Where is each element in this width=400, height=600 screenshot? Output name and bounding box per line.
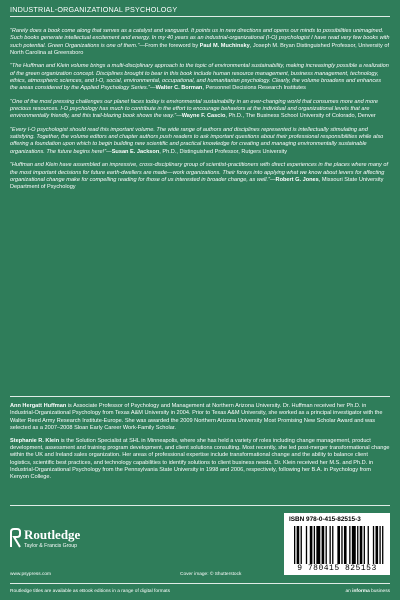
endorsement-text: “One of the most pressing challenges our planet faces today is environmental sustainability in an ever-changing world that consumes more and more precious resources. I-O psychology has much to contribute in the effort to encourage behaviors at the individual and organizational levels that are environmentally friendly, and this trail-blazing book shows the way.” bbox=[10, 98, 379, 120]
endorsement-lead: — bbox=[269, 176, 276, 183]
endorsement-text: “Every I-O psychologist should read this important volume. The wide range of authors and disciplines represented is intellectually stimulating and satisfying. Together, the volume editors and chapter authors push readers to ask important questions about their professional responsibilities while also offering a foundation upon which to begin building new scientific and practical knowledge for creating and managing environmentally sustainable organizations. The future begins here!” bbox=[10, 126, 384, 155]
endorser-name: Walter C. Borman bbox=[155, 85, 203, 92]
endorser-affiliation: , Personnel Decisions Research Institutes bbox=[202, 85, 306, 92]
bottom-divider bbox=[10, 583, 390, 584]
publisher-group: Taylor & Francis Group bbox=[24, 543, 78, 549]
endorsement-jackson bbox=[10, 127, 390, 156]
endorsement-borman bbox=[10, 63, 390, 92]
endorser-affiliation: , Joseph M. Bryan Distinguished Professor, University of North Carolina at Greensboro bbox=[10, 42, 389, 56]
routledge-logo-icon bbox=[10, 528, 21, 548]
bio-divider bbox=[10, 396, 390, 397]
bio-huffman bbox=[10, 403, 390, 432]
brand-prefix: an bbox=[345, 589, 353, 594]
endorser-affiliation: , Missouri State University Department of Psychology bbox=[10, 176, 384, 191]
cover-credit: Cover image: © Shutterstock bbox=[180, 572, 242, 577]
isbn-label: ISBN 978-0-415-82515-3 bbox=[289, 516, 361, 523]
brand-suffix: business bbox=[369, 589, 390, 594]
endorser-name: Robert G. Jones bbox=[275, 176, 319, 183]
author-name: Stephanie R. Klein bbox=[10, 437, 60, 444]
endorsement-jones bbox=[10, 162, 390, 191]
endorser-affiliation: , Ph.D., The Business School University of Colorado, Denver bbox=[225, 113, 376, 120]
publisher-website[interactable]: www.psypress.com bbox=[10, 572, 52, 577]
bio-text: is Associate Professor of Psychology and Management at Northern Arizona University. Dr. Huffman received her Ph.D. in Industrial-Organizational Psychology from Texas A&M University in 2004. Prior to Texas A&M University, she worked as a principal investigator with the Walter Reed Army Research Institute-Europe. She was awarded the 2009 Northern Arizona University Most Promising New Scholar Award and was selected as a 2007–2008 Sloan Early Career Work-Family Scholar. bbox=[10, 403, 383, 431]
subject-category: INDUSTRIAL-ORGANIZATIONAL PSYCHOLOGY bbox=[10, 5, 178, 14]
footer-divider bbox=[10, 505, 390, 506]
endorsement-text: “The Huffman and Klein volume brings a multi-disciplinary approach to the topic of environmental sustainability, making increasingly possible a realization of the green organization concept. Disciplines brought to bear in this book include human resource management, business management, technology, ethics, atmospheric sciences, and I-O, social, environmental, occupational, and humanitarian psychology. Clearly, the volume broadens and enhances the areas considered by the Applied Psychology Series.” bbox=[10, 63, 389, 92]
author-name: Ann Hergatt Huffman bbox=[10, 403, 67, 409]
endorser-affiliation: , Ph.D., Distinguished Professor, Rutgers University bbox=[159, 148, 288, 155]
barcode-icon bbox=[294, 526, 386, 564]
endorsement-lead: — bbox=[176, 113, 182, 120]
endorsement-text: “Rarely does a book come along that serves as a catalyst and vanguard. It points us in new directions and opens our minds to possibilities unimagined. Such books generate intellectual excitement and energy. In my 40 years as an industrial-organizational (I-O) psychologist I have read very few books with such potential. Green Organizations is one of them.” bbox=[10, 28, 390, 49]
endorsement-lead: —From the foreword by bbox=[139, 42, 200, 49]
bio-klein bbox=[10, 438, 390, 482]
header-divider bbox=[10, 16, 390, 17]
ebook-note: Routledge titles are available as eBook editions in a range of digital formats bbox=[10, 589, 170, 594]
endorsement-text: “Huffman and Klein have assembled an impressive, cross-disciplinary group of scientist-practitioners with direct experiences in the places where many of the most important decisions for future earth-dwellers are made—work organizations. Their forays into applying what we know about levers for affecting organizational change make for compelling reading for those of us interested in broader change, as well.” bbox=[10, 162, 389, 183]
endorsements bbox=[10, 28, 390, 198]
endorser-name: Paul M. Muchinsky bbox=[199, 42, 250, 49]
endorser-name: Susan E. Jackson bbox=[111, 148, 160, 155]
author-bios bbox=[10, 403, 390, 487]
endorser-name: Wayne F. Cascio bbox=[181, 113, 226, 120]
bio-text: is the Solution Specialist at SHL in Minneapolis, where she has held a variety of roles including change management, product development, assessment and training program development, and client solutions consulting. Most recently, she led post-merger transformational change within the UK and Ireland sales organization. Her areas of professional expertise include transformational change and the ability to balance client logistics, scientific best practices, and technology capabilities to identify solutions to client business needs. Dr. Klein received her M.S. and Ph.D. in Industrial-Organizational Psychology from the Pennsylvania State University in 1998 and 2006, respectively, following her B.A. in Psychology from Kenyon College. bbox=[10, 437, 390, 481]
endorsement-lead: — bbox=[106, 148, 112, 155]
publisher-name: Routledge bbox=[24, 527, 81, 542]
endorsement-lead: — bbox=[150, 85, 156, 92]
barcode-panel bbox=[284, 513, 390, 575]
barcode-digits: 9 780415 825153 bbox=[297, 564, 377, 573]
brand-name: informa bbox=[352, 589, 370, 594]
endorsement-muchinsky bbox=[10, 28, 390, 57]
informa-brand bbox=[345, 589, 390, 594]
endorsement-cascio bbox=[10, 99, 390, 121]
